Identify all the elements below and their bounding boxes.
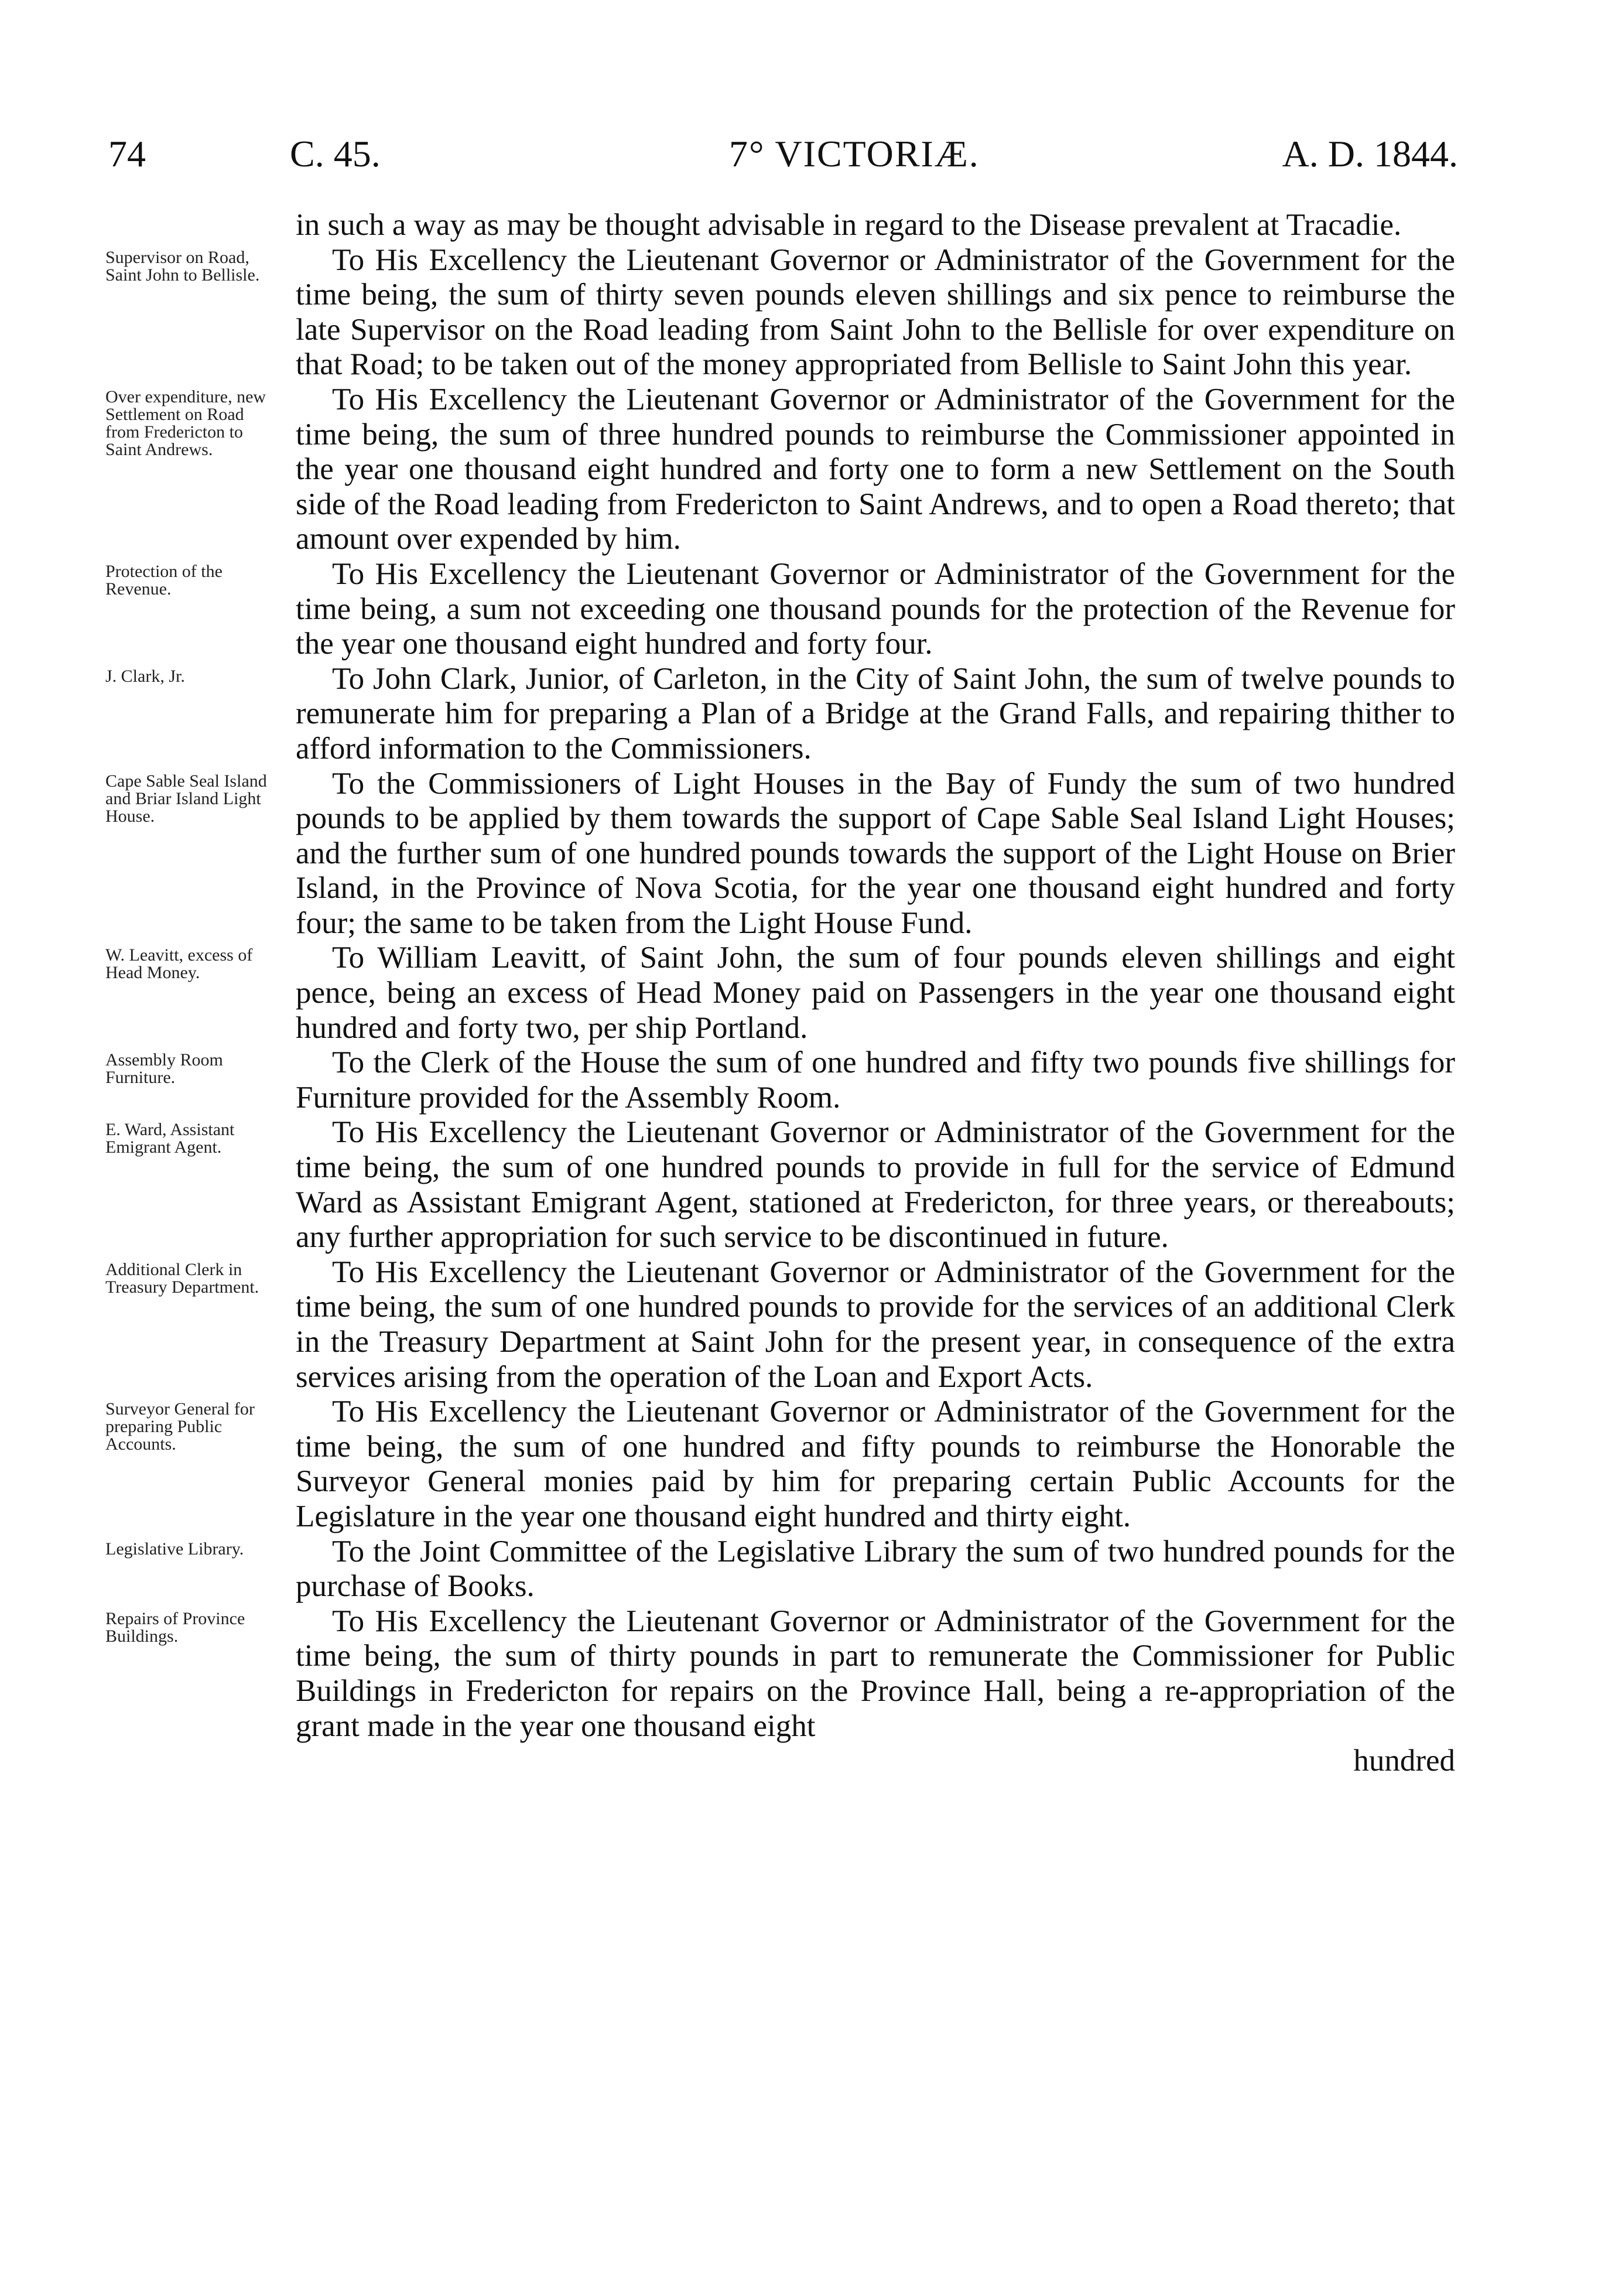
marginal-note: W. Leavitt, excess of Head Money. bbox=[105, 945, 253, 983]
grant-text: To the Joint Committee of the Legislative Library the sum of two hundred pounds for the purchase of Books. bbox=[296, 1534, 1455, 1604]
grant-text: To His Excellency the Lieutenant Governor or Administrator of the Government for the time being, the sum of one hundred pounds to provide in full for the service of Edmund Ward as Assistant Emigrant Agent, stationed at Fredericton, for three years, or thereabouts; any further appropriation for such service to be discontinued in future. bbox=[296, 1115, 1455, 1255]
grant-text: To William Leavitt, of Saint John, the sum of four pounds eleven shillings and eight pence, being an excess of Head Money paid on Passengers in the year one thousand eight hundred and forty two, per ship Portland. bbox=[296, 941, 1455, 1045]
grant-entry bbox=[105, 1046, 1455, 1115]
marginal-note: Protection of the Revenue. bbox=[105, 561, 223, 599]
document-body bbox=[105, 208, 1455, 1779]
grant-entry bbox=[105, 1604, 1455, 1744]
marginal-note: E. Ward, Assistant Emigrant Agent. bbox=[105, 1120, 235, 1157]
marginal-note: Legislative Library. bbox=[105, 1539, 244, 1559]
grant-text: To His Excellency the Lieutenant Governor or Administrator of the Government for the time being, the sum of one hundred pounds to provide for the services of an additional Clerk in the Treasury Department at Saint John for the present year, in consequence of the extra services arising from the operation of the Loan and Export Acts. bbox=[296, 1255, 1455, 1394]
grant-entry bbox=[105, 1395, 1455, 1534]
grant-entry bbox=[105, 382, 1455, 557]
marginal-note: Supervisor on Road, Saint John to Bellisle. bbox=[105, 247, 260, 285]
page-number: 74 bbox=[108, 133, 146, 175]
grant-entry bbox=[296, 208, 1455, 243]
grant-text: To His Excellency the Lieutenant Governor or Administrator of the Government for the time being, the sum of one hundred and fifty pounds to reimburse the Honorable the Surveyor General monies paid by him for preparing certain Public Accounts for the Legislature in the year one thousand eight hundred and thirty eight. bbox=[296, 1395, 1455, 1533]
grant-text: in such a way as may be thought advisable in regard to the Disease prevalent at Tracadie. bbox=[296, 208, 1402, 242]
grant-text: To His Excellency the Lieutenant Governor or Administrator of the Government for the time being, the sum of thirty seven pounds eleven shillings and six pence to reimburse the late Supervisor on the Road leading from Saint John to the Bellisle for over expenditure on that Road; to be taken out of the money appropriated from Bellisle to Saint John this year. bbox=[296, 242, 1455, 382]
grant-text: To His Excellency the Lieutenant Governor or Administrator of the Government for the time being, a sum not exceeding one thousand pounds for the protection of the Revenue for the year one thousand eight hundred and forty four. bbox=[296, 556, 1455, 661]
calendar-year: A. D. 1844. bbox=[1282, 133, 1458, 175]
marginal-note: Additional Clerk in Treasury Department. bbox=[105, 1259, 259, 1297]
grant-entry bbox=[105, 1115, 1455, 1255]
grant-text: To the Commissioners of Light Houses in the Bay of Fundy the sum of two hundred pounds to be applied by them towards the support of Cape Sable Seal Island Light Houses; and the further sum of one hundred pounds towards the support of the Light House on Brier Island, in the Province of Nova Scotia, for the year one thousand eight hundred and forty four; the same to be taken from the Light House Fund. bbox=[296, 766, 1455, 940]
grant-entry bbox=[105, 1534, 1455, 1604]
marginal-note: Assembly Room Furniture. bbox=[105, 1050, 223, 1088]
grant-text: To His Excellency the Lieutenant Governor or Administrator of the Government for the time being, the sum of thirty pounds in part to remunerate the Commissioner for Public Buildings in Fredericton for repairs on the Province Hall, being a re-appropriation of the grant made in the year one thousand eight bbox=[296, 1604, 1455, 1743]
marginal-note: J. Clark, Jr. bbox=[105, 666, 185, 686]
grant-text: To the Clerk of the House the sum of one hundred and fifty two pounds five shillings for Furniture provided for the Assembly Room. bbox=[296, 1046, 1455, 1115]
marginal-note: Surveyor General for preparing Public Accounts. bbox=[105, 1399, 255, 1454]
regnal-year: 7° VICTORIÆ. bbox=[729, 133, 980, 175]
marginal-note: Over expenditure, new Settlement on Road from Fredericton to Saint Andrews. bbox=[105, 387, 266, 459]
grant-text: To John Clark, Junior, of Carleton, in the City of Saint John, the sum of twelve pounds to remunerate him for preparing a Plan of a Bridge at the Grand Falls, and repairing thither to afford information to the Commissioners. bbox=[296, 661, 1455, 766]
grant-entry bbox=[105, 556, 1455, 662]
grant-entry bbox=[105, 661, 1455, 767]
grant-entry bbox=[105, 766, 1455, 941]
grant-entry bbox=[105, 941, 1455, 1046]
running-header bbox=[108, 128, 1458, 180]
grant-text: To His Excellency the Lieutenant Governor or Administrator of the Government for the time being, the sum of three hundred pounds to reimburse the Commissioner appointed in the year one thousand eight hundred and forty one to form a new Settlement on the South side of the Road leading from Fredericton to Saint Andrews, and to open a Road thereto; that amount over expended by him. bbox=[296, 382, 1455, 556]
marginal-note: Repairs of Province Buildings. bbox=[105, 1608, 245, 1646]
grant-entry bbox=[105, 242, 1455, 382]
grant-entry bbox=[105, 1255, 1455, 1395]
catchword: hundred bbox=[1353, 1744, 1455, 1778]
marginal-note: Cape Sable Seal Island and Briar Island Light House. bbox=[105, 771, 267, 826]
chapter-number: C. 45. bbox=[290, 133, 381, 175]
